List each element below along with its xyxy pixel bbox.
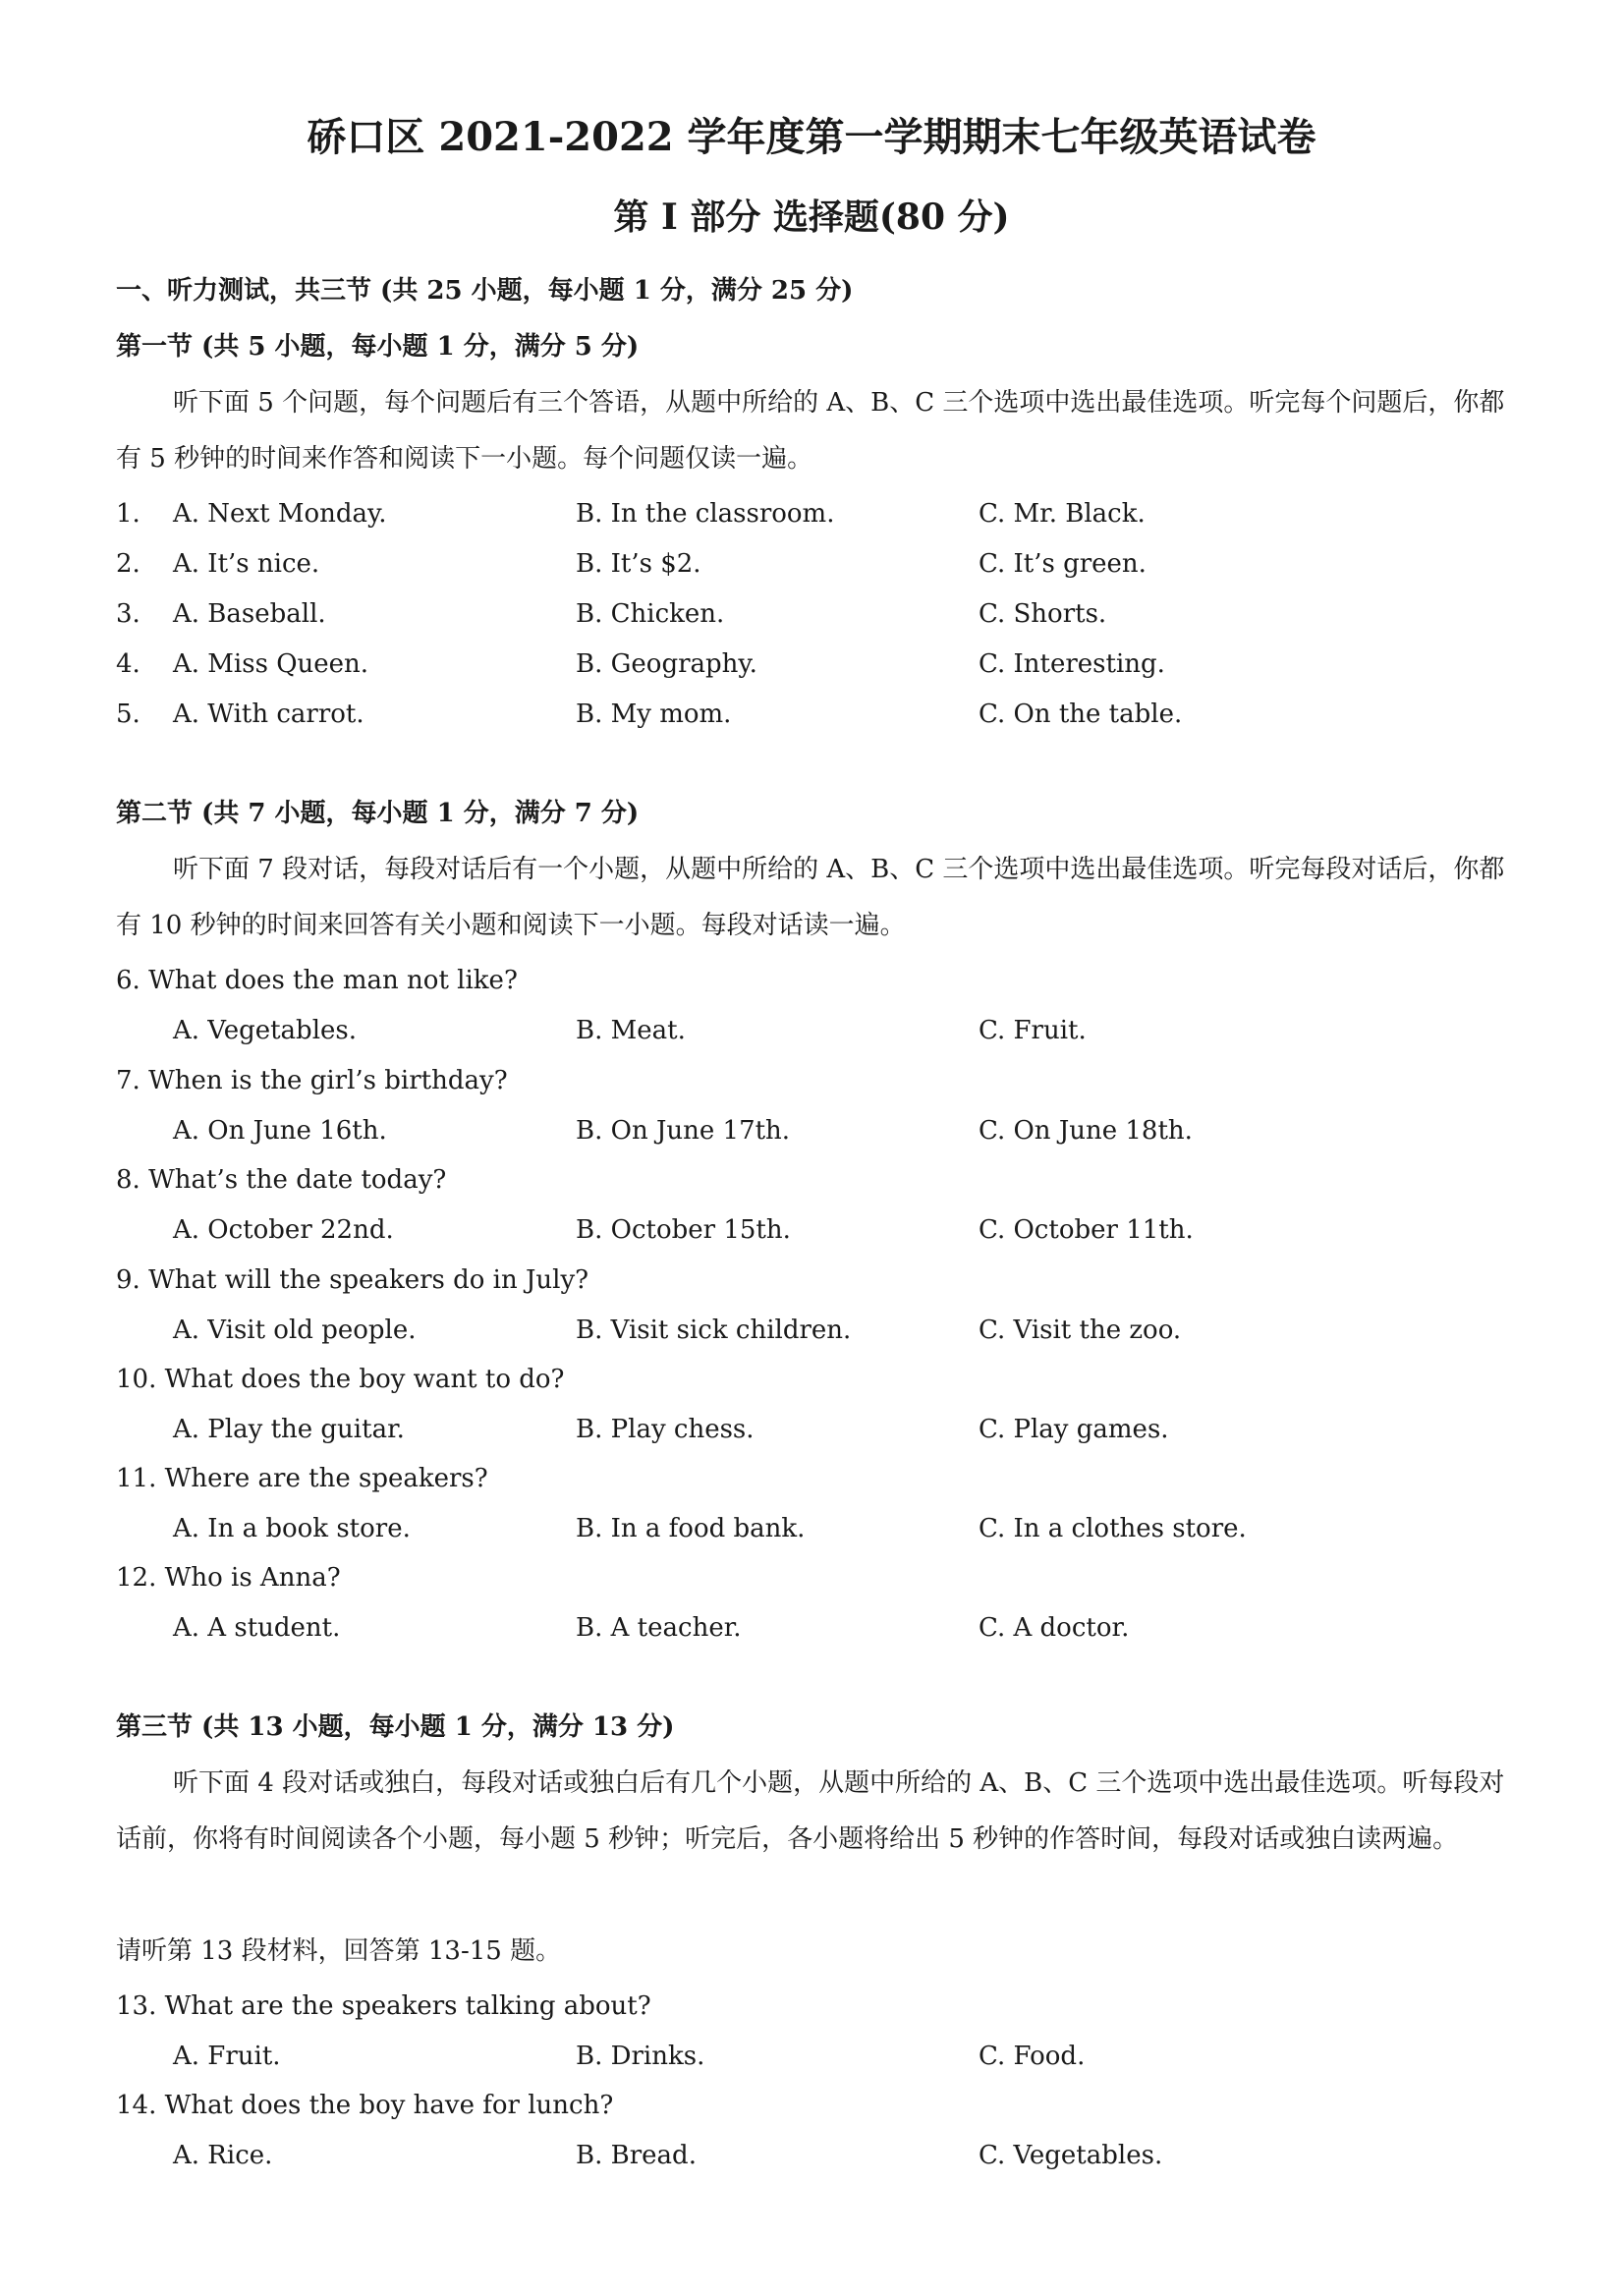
option-b: B. Visit sick children. — [576, 1316, 852, 1345]
option-a: A. Miss Queen. — [173, 649, 369, 679]
section1-part1-instructions: 听下面 5 个问题，每个问题后有三个答语，从题中所给的 A、B、C 三个选项中选出最佳选项。听完每个问题后，你都有 5 秒钟的时间来作答和阅读下一小题。每个问题仅读一遍。 — [116, 388, 1505, 474]
option-b: B. October 15th. — [576, 1215, 791, 1245]
option-b: B. In a food bank. — [576, 1514, 806, 1543]
option-c: C. Interesting. — [979, 649, 1165, 679]
question-number: 2. — [116, 549, 140, 579]
question-number: 5. — [116, 700, 140, 729]
option-a: A. Visit old people. — [173, 1316, 417, 1345]
option-b: B. In the classroom. — [576, 499, 835, 529]
section1-part2-heading: 第二节 (共 7 小题，每小题 1 分，满分 7 分) — [116, 799, 640, 828]
option-c: C. It’s green. — [979, 549, 1147, 579]
option-a: A. On June 16th. — [173, 1116, 387, 1146]
option-b: B. Geography. — [576, 649, 757, 679]
option-b: B. On June 17th. — [576, 1116, 791, 1146]
option-c: C. Food. — [979, 2042, 1086, 2071]
option-b: B. A teacher. — [576, 1613, 742, 1643]
part-title: 第 I 部分 选择题(80 分) — [613, 196, 1010, 238]
option-c: C. Play games. — [979, 1415, 1169, 1444]
option-b: B. Drinks. — [576, 2042, 705, 2071]
option-a: A. In a book store. — [173, 1514, 411, 1543]
option-b: B. Bread. — [576, 2141, 697, 2170]
question-text: 10. What does the boy want to do? — [116, 1365, 565, 1394]
section1-part3-instructions: 听下面 4 段对话或独白，每段对话或独白后有几个小题，从题中所给的 A、B、C 三个选项中选出最佳选项。听每段对话前，你将有时间阅读各个小题，每小题 5 秒钟；听完后，各小题将给出 5 秒钟的作答时间，每段对话或独白读两遍。 — [116, 1768, 1505, 1854]
option-b: B. It’s $2. — [576, 549, 701, 579]
option-b: B. Chicken. — [576, 599, 725, 629]
option-a: A. Baseball. — [173, 599, 326, 629]
option-b: B. Meat. — [576, 1016, 686, 1045]
question-text: 7. When is the girl’s birthday? — [116, 1066, 508, 1095]
option-c: C. A doctor. — [979, 1613, 1130, 1643]
option-a: A. Fruit. — [173, 2042, 281, 2071]
question-number: 4. — [116, 649, 140, 679]
exam-title: 硚口区 2021-2022 学年度第一学期期末七年级英语试卷 — [307, 114, 1316, 160]
option-a: A. Play the guitar. — [173, 1415, 405, 1444]
option-a: A. October 22nd. — [173, 1215, 394, 1245]
option-b: B. Play chess. — [576, 1415, 755, 1444]
option-c: C. In a clothes store. — [979, 1514, 1247, 1543]
question-text: 11. Where are the speakers? — [116, 1464, 488, 1493]
question-text: 12. Who is Anna? — [116, 1563, 341, 1593]
option-a: A. Vegetables. — [173, 1016, 358, 1045]
material-note: 请听第 13 段材料，回答第 13-15 题。 — [116, 1936, 562, 1966]
option-a: A. With carrot. — [173, 700, 364, 729]
question-number: 3. — [116, 599, 140, 629]
question-number: 1. — [116, 499, 140, 529]
option-c: C. Mr. Black. — [979, 499, 1146, 529]
option-c: C. Fruit. — [979, 1016, 1087, 1045]
question-text: 14. What does the boy have for lunch? — [116, 2091, 614, 2120]
option-a: A. Rice. — [173, 2141, 273, 2170]
section1-part3-heading: 第三节 (共 13 小题，每小题 1 分，满分 13 分) — [116, 1712, 675, 1742]
option-c: C. On the table. — [979, 700, 1183, 729]
section1-part1-heading: 第一节 (共 5 小题，每小题 1 分，满分 5 分) — [116, 332, 640, 362]
question-text: 6. What does the man not like? — [116, 966, 518, 995]
section1-heading: 一、听力测试，共三节 (共 25 小题，每小题 1 分，满分 25 分) — [116, 276, 854, 306]
option-a: A. It’s nice. — [173, 549, 320, 579]
option-a: A. A student. — [173, 1613, 341, 1643]
question-text: 8. What’s the date today? — [116, 1165, 447, 1195]
option-c: C. Visit the zoo. — [979, 1316, 1182, 1345]
option-c: C. On June 18th. — [979, 1116, 1193, 1146]
option-a: A. Next Monday. — [173, 499, 387, 529]
section1-part2-instructions: 听下面 7 段对话，每段对话后有一个小题，从题中所给的 A、B、C 三个选项中选出最佳选项。听完每段对话后，你都有 10 秒钟的时间来回答有关小题和阅读下一小题。每段对话读一遍。 — [116, 855, 1505, 940]
question-text: 9. What will the speakers do in July? — [116, 1265, 589, 1295]
question-text: 13. What are the speakers talking about? — [116, 1991, 651, 2021]
option-c: C. Shorts. — [979, 599, 1107, 629]
option-c: C. Vegetables. — [979, 2141, 1163, 2170]
option-b: B. My mom. — [576, 700, 732, 729]
option-c: C. October 11th. — [979, 1215, 1194, 1245]
